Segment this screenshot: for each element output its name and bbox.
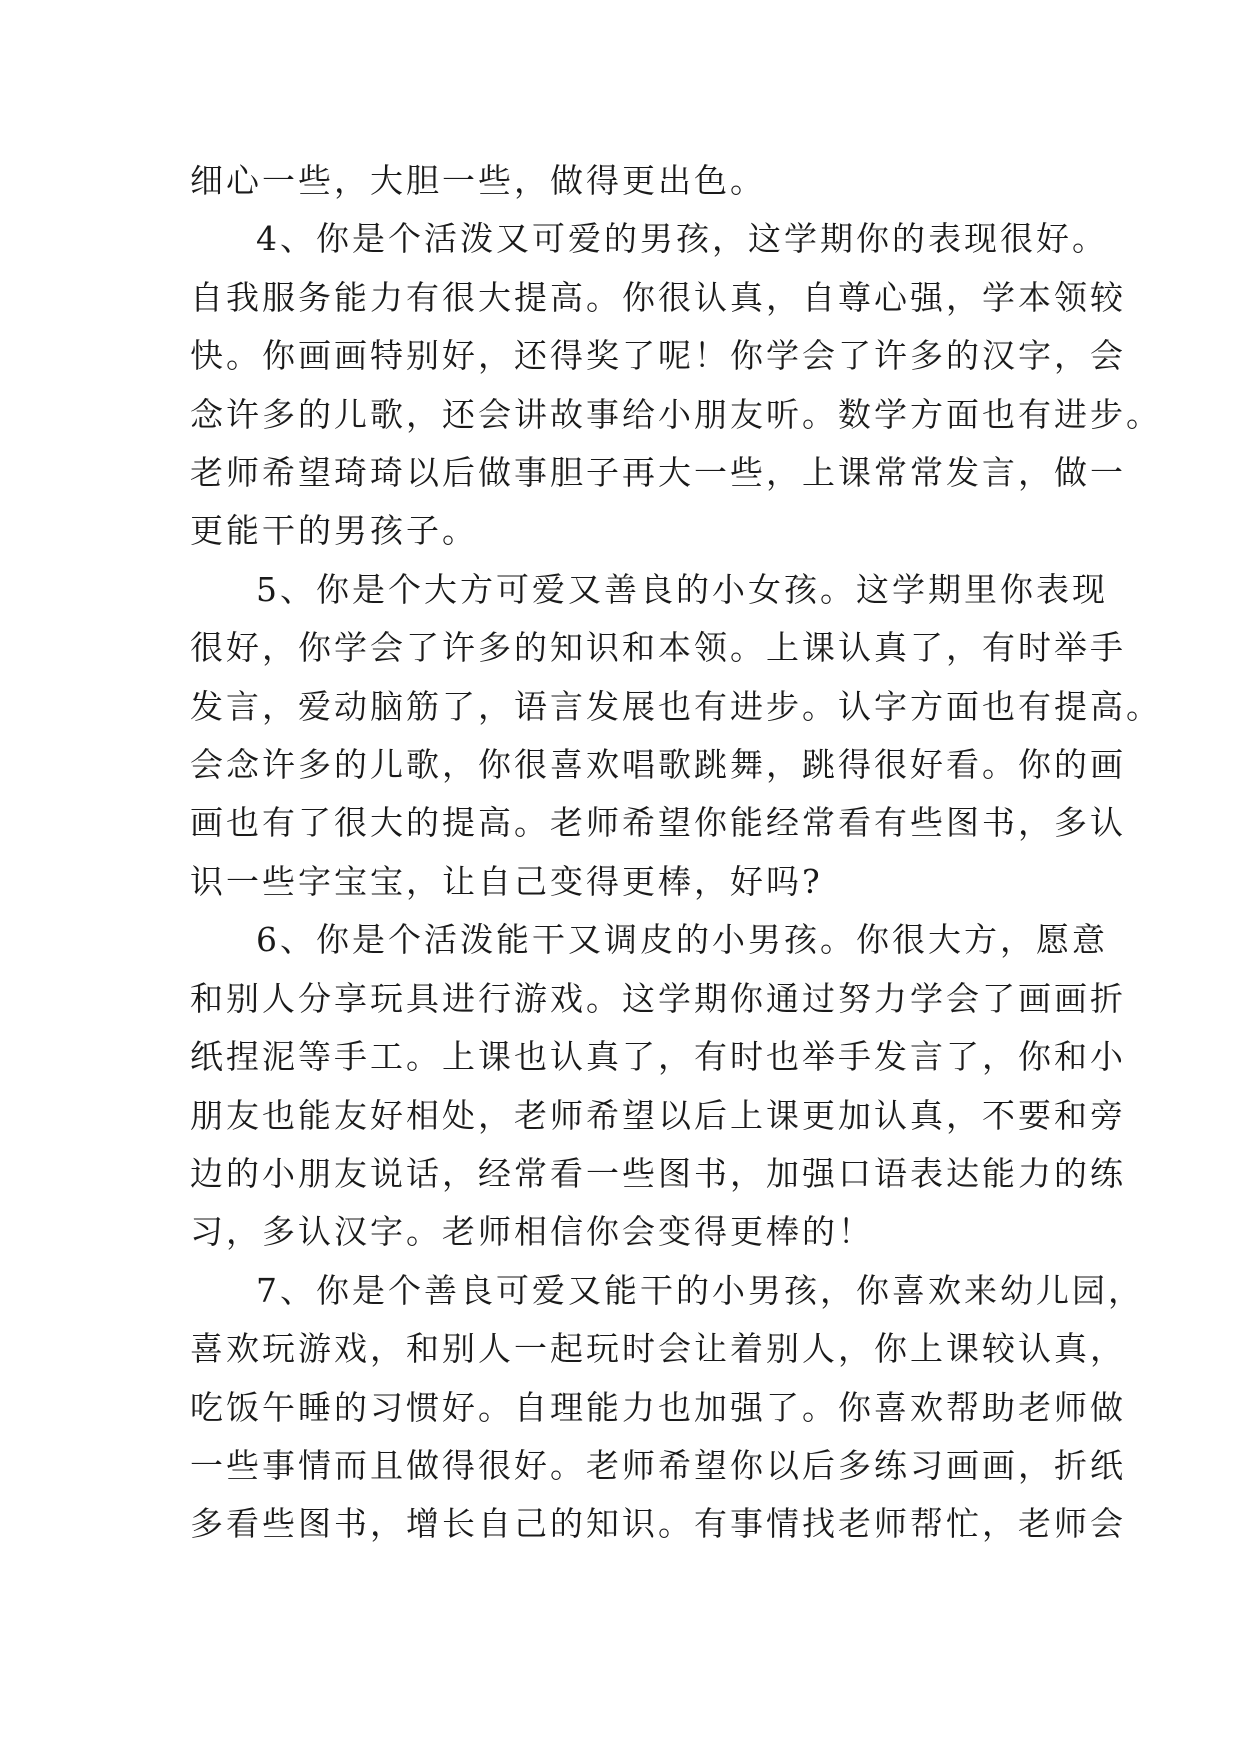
text-line: 很好，你学会了许多的知识和本领。上课认真了，有时举手 — [190, 628, 1126, 668]
text-line: 6、你是个活泼能干又调皮的小男孩。你很大方，愿意 — [256, 920, 1108, 960]
text-line: 快。你画画特别好，还得奖了呢！你学会了许多的汉字，会 — [190, 336, 1126, 376]
text-line: 细心一些，大胆一些，做得更出色。 — [190, 161, 766, 200]
text-line: 4、你是个活泼又可爱的男孩，这学期你的表现很好。 — [256, 219, 1108, 259]
text-line: 会念许多的儿歌，你很喜欢唱歌跳舞，跳得很好看。你的画 — [190, 745, 1126, 785]
document-body — [190, 152, 1162, 1554]
text-line: 多看些图书，增长自己的知识。有事情找老师帮忙，老师会 — [190, 1504, 1126, 1544]
text-line: 一些事情而且做得很好。老师希望你以后多练习画画，折纸 — [190, 1445, 1126, 1485]
text-line: 纸捏泥等手工。上课也认真了，有时也举手发言了，你和小 — [190, 1037, 1126, 1077]
text-line: 和别人分享玩具进行游戏。这学期你通过努力学会了画画折 — [190, 978, 1126, 1018]
text-line: 5、你是个大方可爱又善良的小女孩。这学期里你表现 — [256, 569, 1108, 609]
text-line: 画也有了很大的提高。老师希望你能经常看有些图书，多认 — [190, 803, 1126, 843]
text-line: 自我服务能力有很大提高。你很认真，自尊心强，学本领较 — [190, 277, 1126, 317]
text-line: 更能干的男孩子。 — [190, 511, 478, 551]
text-line: 边的小朋友说话，经常看一些图书，加强口语表达能力的练 — [190, 1153, 1126, 1193]
text-line: 老师希望琦琦以后做事胆子再大一些，上课常常发言，做一 — [190, 453, 1126, 493]
text-line: 吃饭午睡的习惯好。自理能力也加强了。你喜欢帮助老师做 — [190, 1387, 1126, 1427]
text-line: 朋友也能友好相处，老师希望以后上课更加认真，不要和旁 — [190, 1095, 1126, 1135]
text-line: 习，多认汉字。老师相信你会变得更棒的！ — [190, 1212, 874, 1252]
text-line: 发言，爱动脑筋了，语言发展也有进步。认字方面也有提高。 — [190, 686, 1162, 726]
text-line: 识一些字宝宝，让自己变得更棒，好吗? — [190, 861, 823, 901]
text-line: 念许多的儿歌，还会讲故事给小朋友听。数学方面也有进步。 — [190, 394, 1162, 434]
text-line: 7、你是个善良可爱又能干的小男孩，你喜欢来幼儿园， — [256, 1270, 1144, 1310]
text-line: 喜欢玩游戏，和别人一起玩时会让着别人，你上课较认真， — [190, 1329, 1126, 1369]
